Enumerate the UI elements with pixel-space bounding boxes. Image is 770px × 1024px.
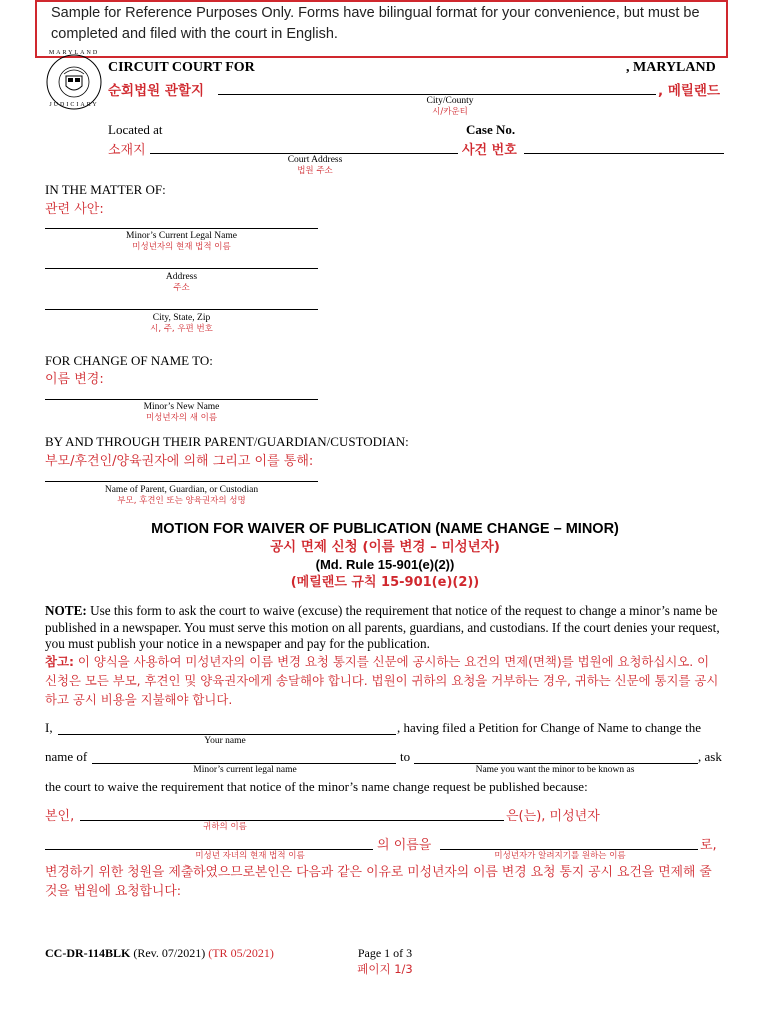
current-legal-name-caption-kr	[150, 851, 350, 862]
your-name-line-kr[interactable]	[80, 820, 504, 821]
parent-name-text: Name of Parent, Guardian, or Custodian	[104, 485, 259, 495]
case-number-line[interactable]	[524, 153, 724, 154]
located-at-label: Located at	[108, 122, 163, 137]
parent-name-line[interactable]	[45, 481, 318, 482]
court-waive-text: the court to waive the requirement that notice of the minor’s name change request be published because:	[45, 779, 588, 794]
minor-name-text: Minor’s Current Legal Name	[126, 231, 237, 241]
court-address-caption	[250, 155, 380, 177]
disclaimer-text: Sample for Reference Purposes Only. Forms have bilingual format for your convenience, but must be completed and filed with the court in English.	[51, 5, 700, 42]
page-number-text-kr: 페이지 1/3	[357, 962, 413, 976]
note-text: Use this form to ask the court to waive (excuse) the requirement that notice of the request to change a minor’s name be published in a newspaper. You must serve this motion on all parents, guardians, and custodians. If the court denies your request, you must publish your notice in a newspaper and pay for the publication.	[45, 603, 720, 651]
form-title	[0, 520, 770, 592]
city-county-line[interactable]	[218, 94, 656, 95]
current-legal-name-caption-kr-text: 미성년 자녀의 현재 법적 이름	[195, 851, 305, 861]
case-no-label-kr: 사건 번호	[462, 143, 517, 158]
note-text-kr: 이 양식을 사용하여 미성년자의 이름 변경 요청 통지를 신문에 공시하는 요건의 면제(면책)를 법원에 요청하십시오. 이 신청은 모든 부모, 후견인 및 양육권자에게 송달해야 합니다. 법원이 귀하의 요청을 거부하는 경우, 귀하는 신문에 통지를 공시하고 공시 비용을 지불해야 합니다.	[45, 654, 719, 707]
form-title-text: MOTION FOR WAIVER OF PUBLICATION (NAME CHANGE – MINOR)	[151, 521, 619, 537]
note-label: NOTE:	[45, 603, 87, 618]
your-name-caption-kr	[150, 822, 300, 833]
in-the-matter-label-kr: 관련 사안:	[45, 202, 104, 217]
minor-name-line[interactable]	[45, 228, 318, 229]
city-county-caption	[385, 96, 515, 118]
current-legal-name-line-kr[interactable]	[45, 849, 373, 850]
court-address-text: Court Address	[287, 155, 343, 165]
new-name-line[interactable]	[45, 399, 318, 400]
new-name-text-kr: 미성년자의 새 이름	[145, 413, 218, 423]
to-label: to	[400, 749, 411, 764]
change-to-label: FOR CHANGE OF NAME TO:	[45, 353, 213, 368]
maryland-judiciary-seal	[44, 52, 104, 112]
located-at-label-kr: 소재지	[108, 143, 146, 158]
ask-text: , ask	[698, 749, 722, 764]
city-state-zip-line[interactable]	[45, 309, 318, 310]
name-of-label-kr: 의 이름을	[377, 838, 432, 853]
address-text: Address	[165, 272, 198, 282]
by-through-label-kr: 부모/후견인/양육권자에 의해 그리고 이를 통해:	[45, 454, 314, 469]
your-name-caption: Your name	[204, 736, 246, 746]
court-address-line[interactable]	[150, 153, 458, 154]
new-name-text: Minor’s New Name	[143, 402, 220, 412]
page-number	[335, 946, 435, 977]
your-name-caption-kr-text: 귀하의 이름	[203, 822, 247, 832]
maryland-label: , MARYLAND	[626, 60, 716, 75]
city-county-text: City/County	[426, 96, 474, 106]
city-state-zip-caption	[45, 313, 318, 335]
known-as-caption-kr-text: 미성년자가 알려지기를 원하는 이름	[494, 851, 626, 861]
circuit-court-label-kr: 순회법원 관할지	[108, 83, 204, 99]
note-paragraph	[45, 603, 725, 653]
minor-name-caption	[45, 231, 318, 253]
form-id	[45, 946, 274, 961]
minor-name-text-kr: 미성년자의 현재 법적 이름	[132, 242, 231, 252]
parent-name-text-kr: 부모, 후견인 또는 양육권자의 성명	[117, 496, 246, 506]
i-label: I,	[45, 720, 53, 735]
having-filed-text: , having filed a Petition for Change of Name to change the	[397, 720, 701, 735]
address-line[interactable]	[45, 268, 318, 269]
request-paragraph-kr: 변경하기 위한 청원을 제출하였으므로본인은 다음과 같은 이유로 미성년자의 이름 변경 요청 통지 공시 요건을 면제해 줄 것을 법원에 요청합니다:	[45, 865, 712, 899]
new-name-caption	[45, 402, 318, 424]
form-id-code: CC-DR-114BLK	[45, 946, 131, 960]
address-caption	[45, 272, 318, 294]
known-as-line[interactable]	[414, 763, 698, 764]
page-number-text: Page 1 of 3	[357, 946, 413, 960]
by-through-label: BY AND THROUGH THEIR PARENT/GUARDIAN/CUSTODIAN:	[45, 434, 409, 449]
parent-name-caption	[45, 485, 318, 507]
rule-text-kr: (메릴랜드 규칙 15-901(e)(2))	[290, 575, 480, 590]
known-as-caption: Name you want the minor to be known as	[475, 765, 635, 775]
seal-top-text: MARYLAND	[48, 50, 100, 56]
known-as-line-kr[interactable]	[440, 849, 698, 850]
in-the-matter-label: IN THE MATTER OF:	[45, 182, 166, 197]
minor-text-kr: 은(는), 미성년자	[506, 809, 600, 824]
case-no-label: Case No.	[466, 122, 516, 137]
form-rev: (Rev. 07/2021)	[130, 946, 206, 960]
maryland-label-kr: , 메릴랜드	[658, 83, 720, 99]
court-address-text-kr: 법원 주소	[297, 166, 333, 176]
form-title-text-kr: 공시 면제 신청 (이름 변경 – 미성년자)	[270, 539, 500, 555]
note-paragraph-kr	[45, 652, 725, 709]
city-state-zip-text-kr: 시, 주, 우편 번호	[150, 324, 213, 334]
known-as-caption-kr	[455, 851, 665, 862]
your-name-line[interactable]	[58, 734, 396, 735]
city-state-zip-text: City, State, Zip	[152, 313, 211, 323]
name-of-label: name of	[45, 749, 88, 764]
form-tr: (TR 05/2021)	[205, 946, 274, 960]
change-to-label-kr: 이름 변경:	[45, 372, 104, 387]
current-legal-name-caption: Minor’s current legal name	[193, 765, 297, 775]
disclaimer-box	[35, 0, 728, 58]
i-label-kr: 본인,	[45, 809, 75, 824]
ro-text-kr: 로,	[700, 838, 717, 853]
rule-text: (Md. Rule 15-901(e)(2))	[315, 557, 455, 572]
city-county-text-kr: 시/카운티	[432, 107, 468, 117]
seal-bottom-text: JUDICIARY	[49, 102, 99, 108]
current-legal-name-line[interactable]	[92, 763, 396, 764]
note-label-kr: 참고:	[45, 654, 74, 669]
circuit-court-label: CIRCUIT COURT FOR	[108, 60, 255, 75]
address-text-kr: 주소	[173, 283, 190, 293]
